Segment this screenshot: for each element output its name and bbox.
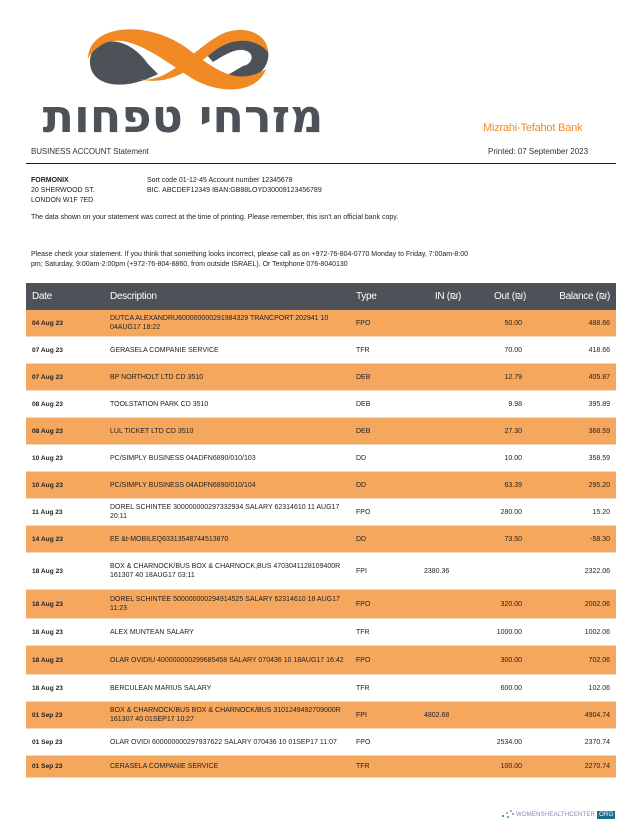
cell-description: DOREL SCHINTEE 300000000297332934 SALARY 62314610 11 AUG17 20:11	[110, 504, 340, 520]
cell-balance: 418.66	[588, 346, 610, 354]
cell-balance: 395.89	[588, 400, 610, 408]
cell-date: 18 Aug 23	[32, 600, 63, 608]
cell-date: 01 Sep 23	[32, 738, 63, 746]
cell-date: 18 Aug 23	[32, 656, 63, 664]
printed-date: Printed: 07 September 2023	[488, 147, 589, 156]
cell-description: PC/SIMPLY BUSINESS 04ADFN6890/010/103	[110, 454, 256, 462]
cell-description: TOOLSTATION PARK CD 3510	[110, 400, 209, 408]
cell-type: FPO	[356, 319, 371, 327]
cell-balance: 405.87	[588, 373, 610, 381]
cell-out: 50.00	[504, 319, 522, 327]
table-row	[26, 675, 616, 702]
cell-description: BOX & CHARNOCK/BUS BOX & CHARNOCK/BUS 3101249492709000R 161307 40 01SEP17 10:27	[110, 707, 341, 723]
cell-type: FPO	[356, 508, 371, 516]
cell-type: DD	[356, 481, 367, 489]
cell-type: DEB	[356, 400, 371, 408]
cell-description: BP NORTHOLT LTD CD 3510	[110, 373, 204, 381]
bank-logo	[28, 14, 338, 139]
table-row	[26, 499, 616, 526]
column-header-date: Date	[32, 291, 52, 302]
cell-out: 2534.00	[496, 738, 522, 746]
column-header-type: Type	[356, 291, 377, 302]
cell-type: TFR	[356, 684, 370, 692]
address-line-1: 20 SHERWOOD ST.	[31, 187, 95, 194]
cell-description: LUL TICKET LTD CD 3510	[110, 427, 194, 435]
cell-date: 07 Aug 23	[32, 346, 63, 354]
cell-description: DUTCA ALEXANDRU600000000291984329 TRANCPORT 202941 10 04AUG17 18:22	[110, 315, 329, 331]
cell-description: OLAR OVIDI 600000000297937622 SALARY 070436 10 01SEP17 11:07	[110, 738, 337, 746]
table-header	[26, 283, 616, 310]
cell-out: 10.00	[504, 454, 522, 462]
cell-out: 73.50	[504, 535, 522, 543]
table-row	[26, 364, 616, 391]
cell-date: 07 Aug 23	[32, 373, 63, 381]
cell-date: 08 Aug 23	[32, 427, 63, 435]
column-header-description: Description	[110, 291, 157, 302]
cell-balance: 4904.74	[584, 711, 610, 719]
cell-type: FPI	[356, 567, 367, 575]
watermark-suffix: ORG	[599, 812, 614, 818]
cell-type: FPO	[356, 600, 371, 608]
address-line-2: LONDON W1F 7ED	[31, 197, 94, 204]
cell-out: 12.79	[504, 373, 522, 381]
cell-date: 04 Aug 23	[32, 319, 63, 327]
cell-description: BERCULEAN MARIUS SALARY	[110, 684, 212, 692]
cell-balance: 2270.74	[584, 763, 610, 770]
cell-date: 10 Aug 23	[32, 454, 63, 462]
table-row	[26, 472, 616, 499]
column-header-in: IN (₪)	[434, 291, 461, 302]
cell-out: 27.30	[504, 427, 522, 435]
cell-balance: 702.06	[588, 656, 610, 664]
cell-date: 18 Aug 23	[32, 628, 63, 636]
company-name: FORMONIX	[31, 177, 69, 184]
cell-type: TFR	[356, 763, 370, 770]
cell-date: 08 Aug 23	[32, 400, 63, 408]
table-row	[26, 445, 616, 472]
cell-type: FPI	[356, 711, 367, 719]
table-row	[26, 310, 616, 337]
cell-description: BOX & CHARNOCK/BUS BOX & CHARNOCK,BUS 4703041128109400R 161307 40 18AUG17 03:11	[110, 563, 341, 579]
cell-balance: 488.66	[588, 319, 610, 327]
cell-out: 600.00	[500, 684, 522, 692]
cell-out: 280.00	[500, 508, 522, 516]
cell-date: 01 Sep 23	[32, 711, 63, 719]
bank-name: Mizrahi-Tefahot Bank	[483, 122, 583, 134]
svg-text:מזרחי טפחות: מזרחי טפחות	[42, 89, 324, 139]
bic-iban: BIC. ABCDEF12349 IBAN:GB88LOYD30009123456789	[147, 187, 322, 194]
column-header-out: Out (₪)	[494, 291, 526, 302]
cell-description: EE &t-MOBILEQ63313548744513870	[110, 535, 229, 543]
cell-balance: 1002.06	[584, 628, 610, 636]
cell-description: CERASELA COMPANIE SERVICE	[110, 763, 219, 770]
printing-notice: The data shown on your statement was correct at the time of printing. Please remember, this isn't an official bank copy.	[31, 214, 399, 221]
cell-type: FPO	[356, 656, 371, 664]
cell-type: TFR	[356, 346, 370, 354]
table-row	[26, 619, 616, 646]
cell-out: 9.98	[508, 400, 522, 408]
cell-date: 14 Aug 23	[32, 535, 63, 543]
cell-description: OLAR OVIDIU 400000000299685458 SALARY 070436 10 18AUG17 16:42	[110, 656, 344, 664]
cell-type: FPO	[356, 738, 371, 746]
table-row	[26, 526, 616, 553]
cell-balance: 15.20	[592, 508, 610, 516]
cell-description: GERASELA COMPANIE SERVICE	[110, 346, 219, 354]
sort-code-account-number: Sort code 01-12-45 Account number 12345678	[147, 177, 293, 184]
cell-out: 300.00	[500, 656, 522, 664]
dots-icon	[502, 810, 514, 820]
cell-balance: 2370.74	[584, 738, 610, 746]
cell-date: 01 Sep 23	[32, 763, 63, 770]
cell-description: PC/SIMPLY BUSINESS 04ADFN6890/010/104	[110, 481, 256, 489]
table-row	[26, 590, 616, 619]
table-row	[26, 391, 616, 418]
account-details	[147, 176, 322, 196]
column-header-balance: Balance (₪)	[559, 291, 610, 302]
cell-balance: -58.30	[590, 535, 610, 543]
header-divider	[26, 163, 616, 164]
cell-type: DD	[356, 454, 367, 462]
cell-date: 18 Aug 23	[32, 567, 63, 575]
cell-balance: 368.59	[588, 427, 610, 435]
watermark-text: WOMENSHEALTHCENTER	[516, 812, 596, 818]
table-row	[26, 756, 616, 778]
cell-type: DEB	[356, 427, 371, 435]
table-row	[26, 729, 616, 756]
cell-type: TFR	[356, 628, 370, 636]
transactions-table	[26, 283, 616, 778]
cell-date: 18 Aug 23	[32, 684, 63, 692]
cell-type: DEB	[356, 373, 371, 381]
cell-out: 320.00	[500, 600, 522, 608]
cell-out: 70.00	[504, 346, 522, 354]
cell-date: 11 Aug 23	[32, 508, 63, 516]
table-row	[26, 337, 616, 364]
watermark-logo	[502, 810, 615, 820]
cell-description: DOREL SCHINTEE 500000000294914525 SALARY 62314610 18 AUG17 11:23	[110, 596, 340, 612]
table-row	[26, 553, 616, 590]
cell-balance: 2002.06	[584, 600, 610, 608]
cell-balance: 102.06	[588, 684, 610, 692]
infinity-logo-icon	[28, 14, 338, 139]
cell-balance: 295.20	[588, 481, 610, 489]
cell-in: 4802.68	[424, 711, 450, 719]
cell-out: 100.00	[500, 763, 522, 770]
customer-address	[31, 176, 95, 206]
cell-description: ALEX MUNTEAN SALARY	[110, 628, 194, 636]
table-row	[26, 702, 616, 729]
document-title: BUSINESS ACCOUNT Statement	[31, 147, 149, 156]
table-row	[26, 646, 616, 675]
cell-balance: 358.59	[588, 454, 610, 462]
cell-type: DD	[356, 535, 367, 543]
cell-date: 10 Aug 23	[32, 481, 63, 489]
contact-info: Please check your statement. If you think that something looks incorrect, please call as on +972-76-804-0770 Monday to Friday, 7:00am-8:00 pm; Saturday, 9:00am-2:00pm (+972-76-804-8860, from outside ISRAEL). Or Textphone 076-8040130	[31, 251, 469, 268]
cell-balance: 2322.06	[584, 567, 610, 575]
cell-out: 63.39	[504, 481, 522, 489]
table-row	[26, 418, 616, 445]
cell-in: 2380.36	[424, 567, 450, 575]
cell-out: 1000.00	[496, 628, 522, 636]
